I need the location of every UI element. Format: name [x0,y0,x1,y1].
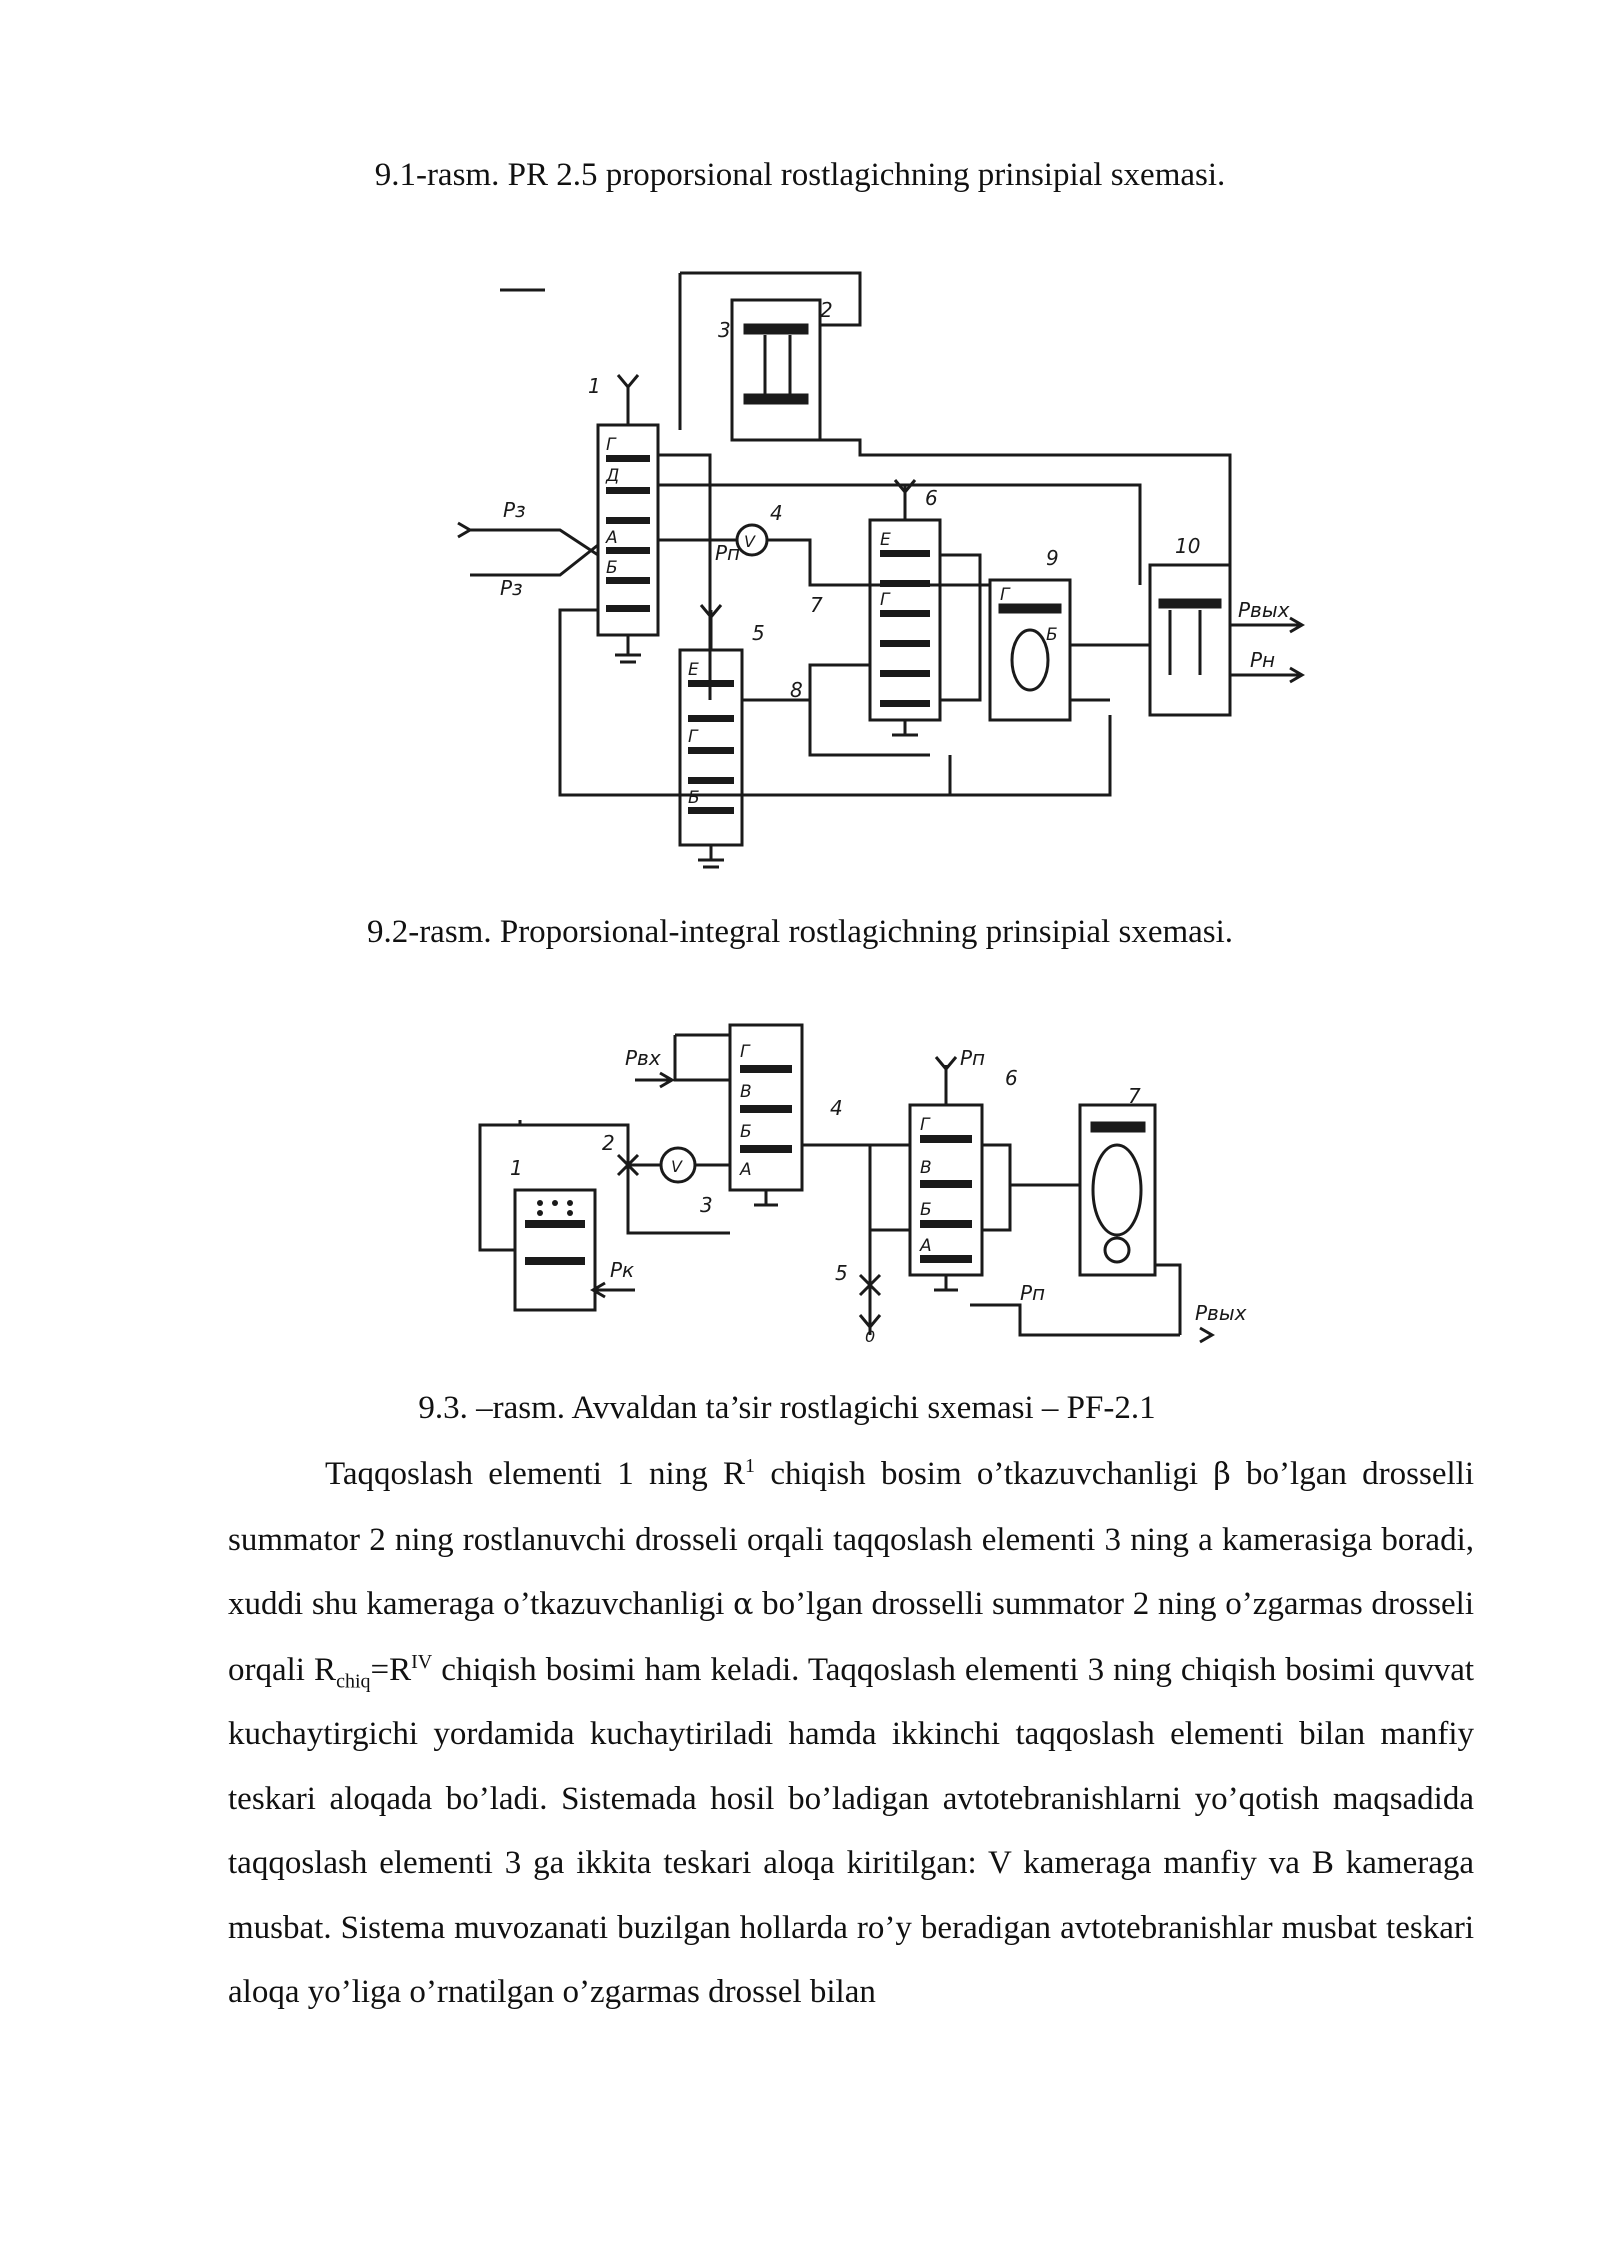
label-9: 9 [1046,546,1059,570]
alpha-symbol: α [733,1587,754,1622]
arrow [458,523,470,537]
element-1-block [515,1190,595,1310]
membrane [1160,600,1220,607]
chamber-label: Г [606,435,616,455]
bellows [1012,630,1048,690]
element-10-block [1150,565,1230,715]
bellows [1093,1145,1141,1235]
figure-9-3-diagram [460,1005,1260,1345]
signal-line [767,540,990,585]
chamber-label: Б [920,1200,932,1220]
signal-line [658,485,1140,585]
chamber-label: В [920,1158,932,1178]
label-p-p-top: Pп [960,1046,986,1070]
label-zero: 0 [865,1327,876,1345]
element-2-block [732,300,820,440]
label-4: 4 [830,1096,843,1120]
membrane [1092,1123,1144,1131]
signal-line [742,665,870,700]
supply-symbol [936,1057,956,1069]
figure-9-3-caption: 9.3. –rasm. Avvaldan ta’sir rostlagichi sxemasi – PF-2.1 [418,1390,1156,1426]
chamber-label: Е [880,530,891,550]
figure-9-2-diagram [370,255,1340,885]
chamber-label: Г [880,590,890,610]
label-p-p: Pп [715,541,741,565]
arrow [1200,1328,1212,1342]
label-p-n: Pн [1250,648,1276,672]
chamber-label: А [920,1236,932,1256]
input-line [470,530,598,555]
label-10: 10 [1175,534,1201,558]
chamber-label: А [606,528,618,548]
label-p-in-b: Pз [500,576,523,600]
paragraph-text: Taqqoslash elementi 1 ning $R^1$ chiqish bosim o’tkazuvchanligi β bo’lgan drosselli summator 2 ning rostlanuvchi drosseli orqali taqqoslash elementi 3 ning a kamerasiga boradi, xuddi shu kameraga o’tkazuvchanligi α bo’lgan drosselli summator 2 ning o’zgarmas drosseli orqali $R_{chiq}=R^{IV}$ chiqish bosimi ham keladi. Taqqoslash elementi 3 ning chiqish bosimi quvvat kuchaytirgichi yordamida kuchaytiriladi hamda ikkinchi taqqoslash elementi bilan manfiy teskari aloqada bo’ladi. Sistemada hosil bo’ladigan avtotebranishlarni yo’qotish maqsadida taqqoslash elementi 3 ga ikkita teskari aloqa kiritilgan: V kameraga manfiy va B kameraga musbat. Sistema muvozanati buzilgan hollarda ro’y beradigan avtotebranishlar musbat teskari aloqa yo’liga o’rnatilgan o’zgarmas drossel bilan [228,1455,1475,2010]
signal-line [940,555,980,700]
output-line [970,1305,1180,1335]
label-6: 6 [1005,1066,1018,1090]
label-8: 8 [790,678,803,702]
feedback-line [950,715,1110,795]
chamber-label: Д [606,466,620,486]
chamber-label: Б [1046,625,1058,645]
beta-symbol: β [1213,1457,1231,1492]
label-v: V [744,532,755,551]
signal-line [820,440,1230,585]
label-v: V [671,1157,682,1176]
label-4: 4 [770,501,783,525]
nozzle [1105,1238,1129,1262]
chamber-label: А [740,1160,752,1180]
label-2: 2 [602,1131,615,1155]
membrane [745,395,807,403]
chamber-label: Б [688,788,700,808]
label-5: 5 [835,1261,848,1285]
input-line [470,545,598,575]
chamber-label: В [740,1082,752,1102]
supply-symbol [618,375,638,387]
signal-line [658,455,710,700]
label-6: 6 [925,486,938,510]
label-p-in: Pвх [625,1046,661,1070]
chamber-label: Б [606,558,618,578]
label-p-out: Pвых [1238,598,1290,622]
signal-line [802,1145,870,1335]
label-p-in-a: Pз [503,498,526,522]
label-1: 1 [588,374,601,398]
label-p-out: Pвых [1195,1301,1247,1325]
signal-line [480,1205,515,1250]
label-1: 1 [510,1156,523,1180]
label-p-k: Pк [610,1258,635,1282]
membrane [745,325,807,333]
chamber-label: Е [688,660,699,680]
chamber-label: Г [740,1042,750,1062]
output-line [1155,1265,1180,1335]
chamber-label: Г [920,1115,930,1135]
signal-line [982,1145,1010,1230]
chamber-label: Г [1000,585,1010,605]
label-7: 7 [1128,1084,1141,1108]
label-2: 2 [820,298,833,322]
chamber-label: Г [688,727,698,747]
label-p-p-bottom: Pп [1020,1281,1046,1305]
figure-9-1-caption: 9.1-rasm. PR 2.5 proporsional rostlagichning prinsipial sxemasi. [374,157,1226,193]
membrane [1000,605,1060,612]
label-7: 7 [810,593,823,617]
label-5: 5 [752,621,765,645]
figure-9-2-caption: 9.2-rasm. Proporsional-integral rostlagichning prinsipial sxemasi. [366,914,1234,950]
chamber-label: Б [740,1122,752,1142]
body-paragraph [228,1442,1474,2025]
input-line [675,1035,730,1080]
label-3: 3 [718,318,731,342]
label-3: 3 [700,1193,713,1217]
